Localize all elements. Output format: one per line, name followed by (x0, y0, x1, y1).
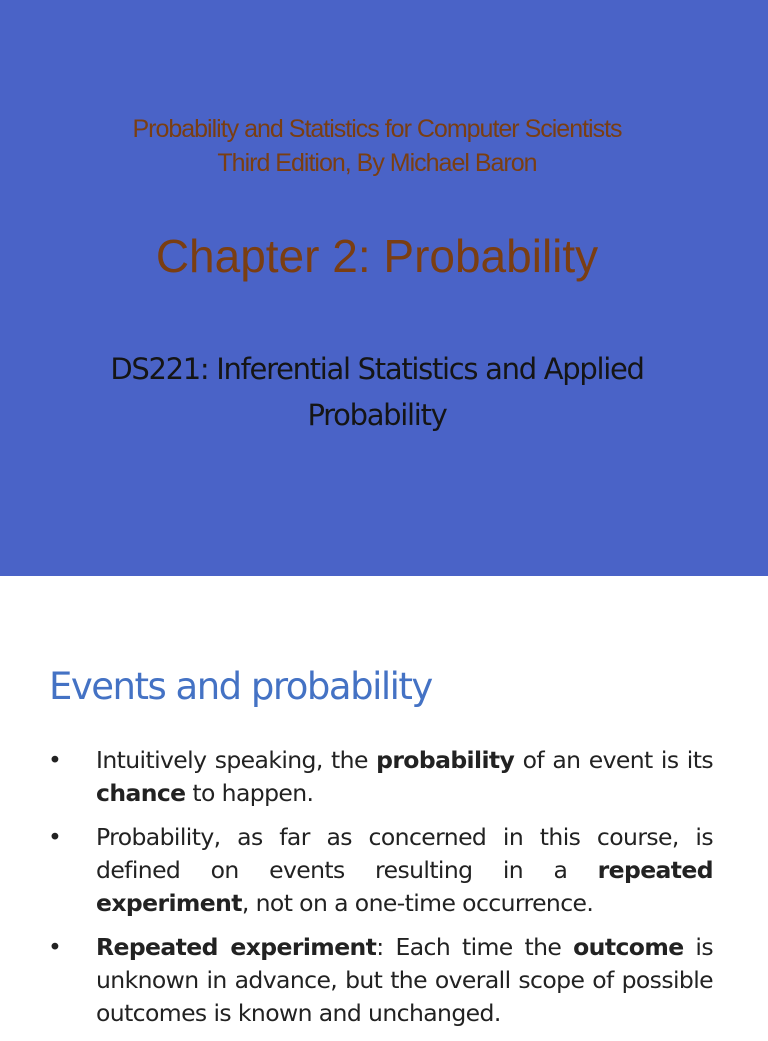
bullet-text: to happen. (185, 779, 314, 807)
bullet-bold-text: chance (96, 779, 186, 807)
bullet-bold-text: repeated experiment (96, 856, 713, 917)
course-title (40, 346, 714, 438)
bullet-text: of an event is its (514, 746, 713, 774)
course-title-line-2: Probability (307, 398, 447, 432)
book-title-line-2: Third Edition, By Michael Baron (217, 149, 537, 177)
bullet-dot-icon: • (48, 746, 62, 774)
bullet-text: Intuitively speaking, the (96, 746, 377, 774)
bullet-text: : Each time the (376, 933, 574, 961)
bullet-item (48, 744, 713, 810)
bullet-text: Probability, as far as concerned in this course, is defined on events resulting in a (96, 823, 713, 884)
bullet-list (48, 744, 713, 1041)
bullet-dot-icon: • (48, 823, 62, 851)
bullet-dot-icon: • (48, 933, 62, 961)
course-title-line-1: DS221: Inferential Statistics and Applied (110, 352, 644, 386)
bullet-bold-text: outcome (573, 933, 684, 961)
bullet-item (48, 821, 713, 920)
bullet-text: is unknown in advance, but the overall scope of possible outcomes is known and unchanged. (96, 933, 713, 1027)
book-title-line-1: Probability and Statistics for Computer Scientists (132, 115, 622, 143)
bullet-item (48, 931, 713, 1030)
book-title (0, 112, 754, 180)
bullet-text: , not on a one-time occurrence. (241, 889, 594, 917)
slide-title: Events and probability (49, 665, 432, 708)
bullet-bold-text: probability (376, 746, 515, 774)
bullet-bold-text: Repeated experiment (96, 933, 377, 961)
chapter-title: Chapter 2: Probability (155, 230, 599, 282)
